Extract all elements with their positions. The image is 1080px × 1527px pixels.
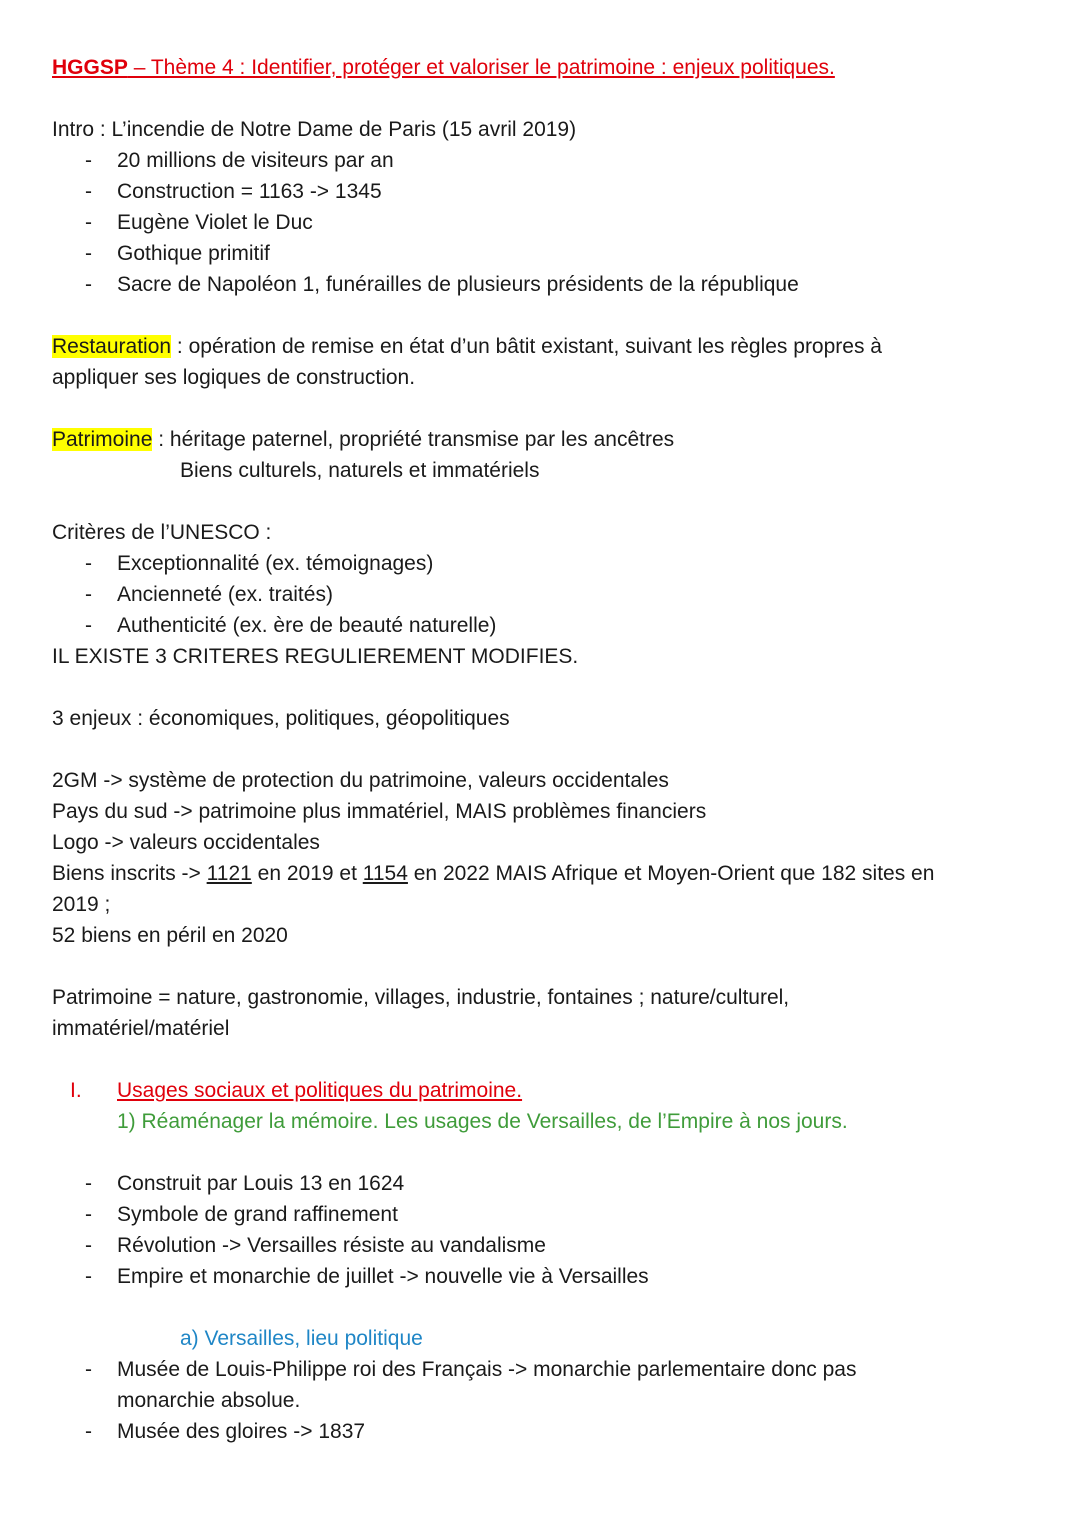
- title-rest: – Thème 4 : Identifier, protéger et valoriser le patrimoine : enjeux politiques.: [127, 56, 835, 79]
- patrimoine-scope: Patrimoine = nature, gastronomie, villages, industrie, fontaines ; nature/culturel,: [52, 986, 790, 1009]
- list-item: - Sacre de Napoléon 1, funérailles de plusieurs présidents de la république: [85, 273, 799, 296]
- list-item: - Gothique primitif: [85, 242, 270, 265]
- underlined-number: 1154: [362, 862, 408, 885]
- list-item: - Empire et monarchie de juillet -> nouvelle vie à Versailles: [85, 1265, 649, 1288]
- document-page: [52, 52, 1052, 1447]
- list-item: - Construit par Louis 13 en 1624: [85, 1172, 405, 1195]
- fact-line: Logo -> valeurs occidentales: [52, 831, 320, 854]
- list-item: - Authenticité (ex. ère de beauté naturelle): [85, 614, 497, 637]
- list-item: - Exceptionnalité (ex. témoignages): [85, 552, 434, 575]
- unesco-note: IL EXISTE 3 CRITERES REGULIEREMENT MODIFIES.: [52, 645, 579, 668]
- list-item: - Révolution -> Versailles résiste au vandalisme: [85, 1234, 546, 1257]
- subsection-heading: 1) Réaménager la mémoire. Les usages de Versailles, de l’Empire à nos jours.: [117, 1110, 848, 1133]
- intro-heading: Intro : L’incendie de Notre Dame de Paris (15 avril 2019): [52, 118, 577, 141]
- patrimoine-definition: Patrimoine : héritage paternel, propriété transmise par les ancêtres: [52, 428, 675, 451]
- enjeux-line: 3 enjeux : économiques, politiques, géopolitiques: [52, 707, 510, 730]
- patrimoine-scope-cont: immatériel/matériel: [52, 1017, 230, 1040]
- restauration-definition: Restauration : opération de remise en état d’un bâtit existant, suivant les règles propres à: [52, 335, 882, 358]
- fact-line: 2019 ;: [52, 893, 111, 916]
- subsubsection-heading: a) Versailles, lieu politique: [180, 1327, 423, 1350]
- fact-line: Pays du sud -> patrimoine plus immatériel, MAIS problèmes financiers: [52, 800, 707, 823]
- section-title: Usages sociaux et politiques du patrimoine.: [117, 1079, 523, 1102]
- underlined-number: 1121: [206, 862, 252, 885]
- page-title: [52, 52, 1052, 83]
- unesco-heading: Critères de l’UNESCO :: [52, 521, 272, 544]
- list-item: - Eugène Violet le Duc: [85, 211, 313, 234]
- list-item: - Construction = 1163 -> 1345: [85, 180, 382, 203]
- list-item: - Ancienneté (ex. traités): [85, 583, 333, 606]
- fact-line: 52 biens en péril en 2020: [52, 924, 288, 947]
- patrimoine-definition-cont: Biens culturels, naturels et immatériels: [180, 459, 540, 482]
- restauration-definition-cont: appliquer ses logiques de construction.: [52, 366, 416, 389]
- list-item: - 20 millions de visiteurs par an: [85, 149, 394, 172]
- list-item: - Symbole de grand raffinement: [85, 1203, 398, 1226]
- fact-line: 2GM -> système de protection du patrimoine, valeurs occidentales: [52, 769, 669, 792]
- list-item: - Musée de Louis-Philippe roi des Français -> monarchie parlementaire donc pas: [85, 1358, 857, 1381]
- highlighted-term: Patrimoine: [52, 428, 153, 451]
- list-item-cont: monarchie absolue.: [117, 1389, 301, 1412]
- list-item: - Musée des gloires -> 1837: [85, 1420, 366, 1443]
- section-number: I.: [70, 1079, 82, 1102]
- section-heading: [52, 1075, 1052, 1106]
- title-prefix: HGGSP: [52, 56, 128, 79]
- highlighted-term: Restauration: [52, 335, 172, 358]
- fact-line: Biens inscrits -> 1121 en 2019 et 1154 en 2022 MAIS Afrique et Moyen-Orient que 182 sites en: [52, 862, 935, 885]
